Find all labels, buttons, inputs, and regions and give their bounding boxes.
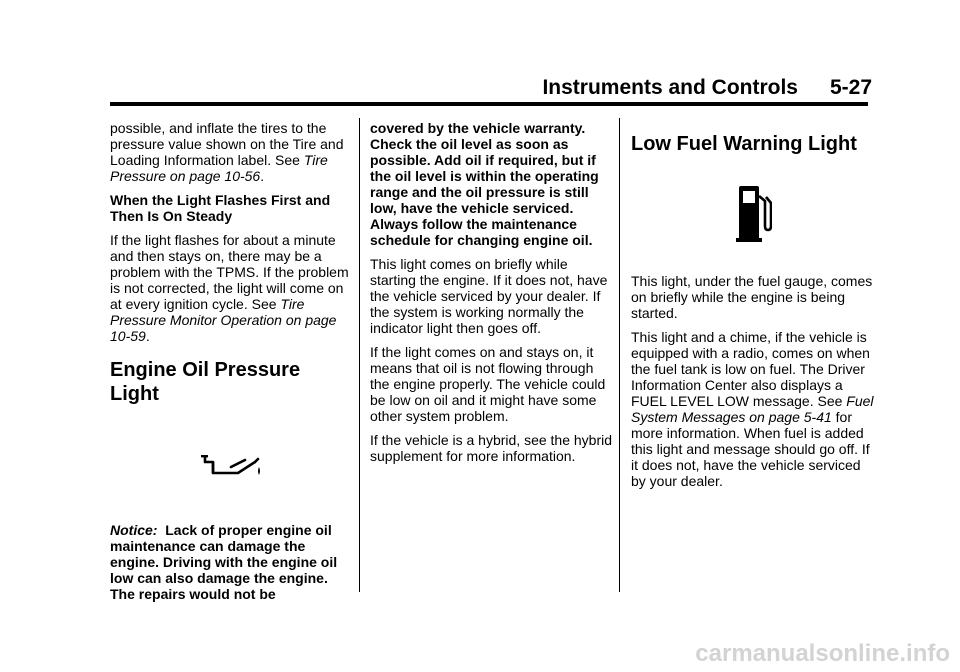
fuel-pump-icon <box>736 186 772 242</box>
page-number: 5-27 <box>829 76 872 99</box>
paragraph-text: possible, and inflate the tires to the pressure value shown on the Tire and Loading Information label. See <box>110 120 344 168</box>
section-heading: Engine Oil Pressure Light <box>110 359 301 405</box>
paragraph-end: for more information. When fuel is added this light and message should go off. If it does not, have the vehicle serviced by your dealer. <box>631 409 870 489</box>
column-1 <box>110 120 354 610</box>
column-3 <box>631 120 877 497</box>
column-divider-1 <box>359 118 360 592</box>
header-rule <box>110 102 868 106</box>
header-title: Instruments and Controls <box>542 76 798 99</box>
cross-reference-link[interactable]: Tire Pressure on page 10-56 <box>110 152 328 184</box>
fuel-icon-container <box>631 186 877 242</box>
column-2 <box>370 120 614 472</box>
paragraph-text: If the light flashes for about a minute and then stays on, there may be a problem with the TPMS. If the problem is not corrected, the light will come on at every ignition cycle. See <box>110 232 349 312</box>
notice-text: Lack of proper engine oil maintenance can damage the engine. Driving with the engine oil low can also damage the engine. The repairs would not be <box>110 522 338 602</box>
paragraph <box>631 329 877 489</box>
paragraph: If the light comes on and stays on, it means that oil is not flowing through the engine properly. The vehicle could be low on oil and it might have some other system problem. <box>370 344 606 424</box>
oil-icon-container <box>110 451 354 481</box>
cross-reference-link[interactable]: Tire Pressure Monitor Operation on page 10-59 <box>110 296 337 344</box>
watermark: carmanualsonline.info <box>695 640 950 667</box>
section-heading: Low Fuel Warning Light <box>631 133 857 155</box>
paragraph: This light comes on briefly while starting the engine. If it does not, have the vehicle serviced by your dealer. If the system is working normally the indicator light then goes off. <box>370 256 608 336</box>
paragraph-end: . <box>145 328 150 344</box>
column-divider-2 <box>619 118 620 592</box>
paragraph: This light, under the fuel gauge, comes on briefly while the engine is being started. <box>631 273 873 321</box>
paragraph <box>110 120 354 184</box>
paragraph-text: This light and a chime, if the vehicle is equipped with a radio, comes on when the fuel tank is low on fuel. The Driver Information Center also displays a FUEL LEVEL LOW message. See <box>631 329 870 409</box>
subheading: When the Light Flashes First and Then Is On Steady <box>110 192 331 224</box>
paragraph: If the vehicle is a hybrid, see the hybrid supplement for more information. <box>370 432 613 464</box>
warning-continuation: covered by the vehicle warranty. Check the oil level as soon as possible. Add oil if required, but if the oil level is within the operating range and the oil pressure is still low, have the vehicle serviced. Always follow the maintenance schedule for changing engine oil. <box>370 120 599 248</box>
paragraph-end: . <box>260 168 265 184</box>
notice <box>110 522 354 602</box>
cross-reference-link[interactable]: Fuel System Messages on page 5-41 <box>631 393 874 425</box>
paragraph <box>110 232 354 344</box>
notice-label: Notice: <box>110 522 158 538</box>
oil-can-icon <box>200 451 264 481</box>
